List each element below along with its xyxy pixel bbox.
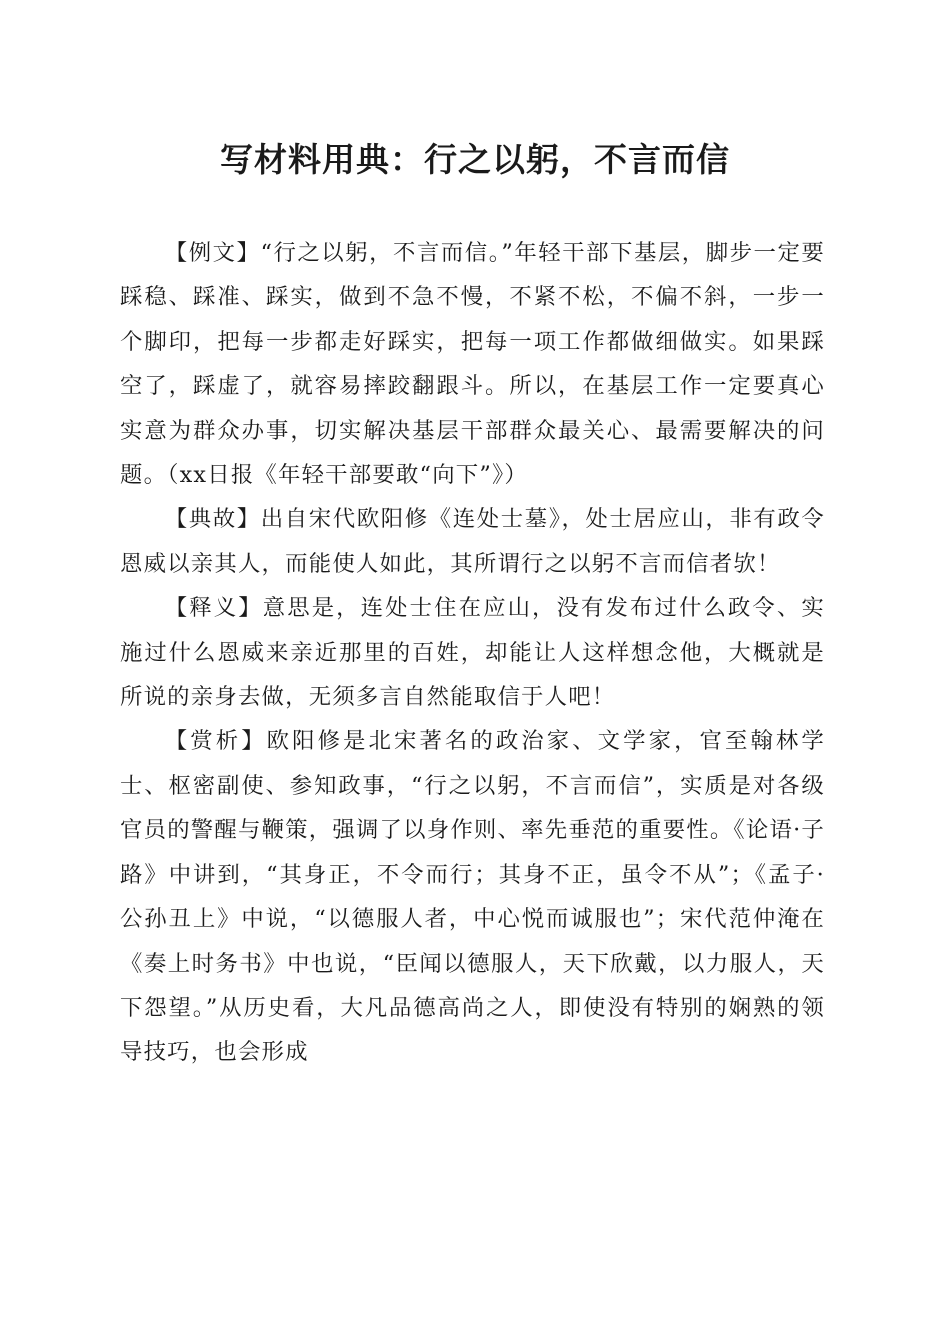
paragraph-label: 【例文】 (164, 240, 261, 266)
document-body (120, 231, 825, 1075)
paragraph-example (120, 231, 825, 497)
paragraph-allusion (120, 497, 825, 586)
paragraph-text: 意思是，连处士住在应山，没有发布过什么政令、实施过什么恩威来亲近那里的百姓，却能让人这样想念他，大概就是所说的亲身去做，无须多言自然能取信于人吧！ (120, 595, 825, 711)
paragraph-label: 【释义】 (164, 595, 263, 622)
paragraph-text: 欧阳修是北宋著名的政治家、文学家，官至翰林学士、枢密副使、参知政事，“行之以躬，不言而信”，实质是对各级官员的警醒与鞭策，强调了以身作则、率先垂范的重要性。《论语·子路》中讲到，“其身正，不令而行；其身不正，虽令不从”；《孟子·公孙丑上》中说，“以德服人者，中心悦而诚服也”；宋代范仲淹在《奏上时务书》中也说，“臣闻以德服人，天下欣戴，以力服人，天下怨望。”从历史看，大凡品德高尚之人，即使没有特别的娴熟的领导技巧，也会形成 (120, 728, 825, 1066)
paragraph-label: 【典故】 (164, 506, 261, 533)
paragraph-interpretation (120, 586, 825, 719)
paragraph-label: 【赏析】 (164, 728, 267, 755)
document-title: 写材料用典：行之以躬，不言而信 (220, 140, 730, 179)
paragraph-text: 出自宋代欧阳修《连处士墓》，处士居应山，非有政令恩威以亲其人，而能使人如此，其所谓行之以躬不言而信者欤！ (120, 506, 825, 577)
paragraph-appreciation (120, 719, 825, 1074)
paragraph-text: “行之以躬，不言而信。”年轻干部下基层，脚步一定要踩稳、踩准、踩实，做到不急不慢，不紧不松，不偏不斜，一步一个脚印，把每一步都走好踩实，把每一项工作都做细做实。如果踩空了，踩虚了，就容易摔跤翻跟斗。所以，在基层工作一定要真心实意为群众办事，切实解决基层干部群众最关心、最需要解决的问题。（xx日报《年轻干部要敢“向下”》） (120, 240, 825, 489)
